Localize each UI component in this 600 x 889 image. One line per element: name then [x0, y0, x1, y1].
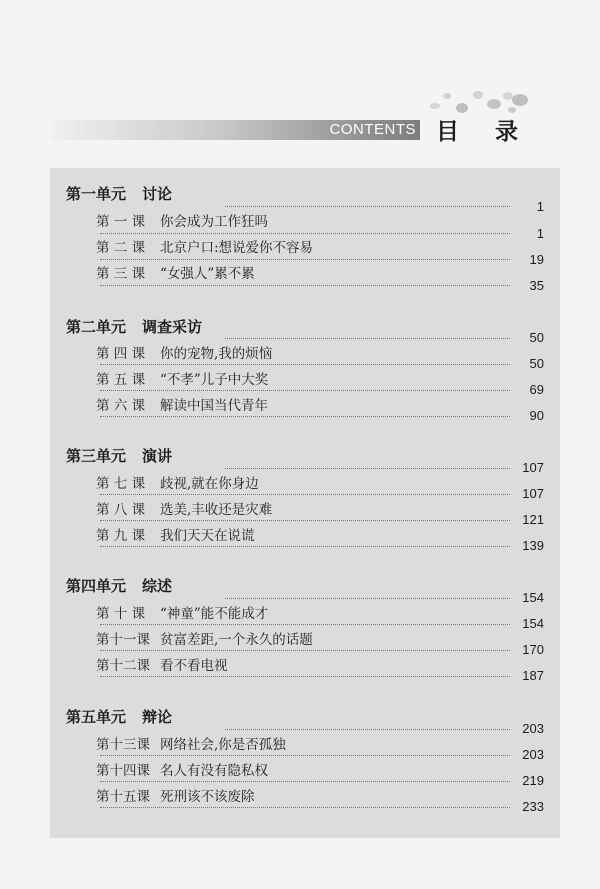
unit-heading: [66, 445, 172, 466]
unit-heading: [66, 316, 202, 337]
page-number: 35: [529, 278, 544, 293]
page-number: 107: [522, 460, 544, 475]
lesson-title: 你会成为工作狂吗: [160, 214, 268, 230]
lesson-label: 第 五 课: [96, 372, 146, 388]
leader-dots: [100, 494, 510, 495]
page-number: 139: [522, 538, 544, 553]
lesson-entry: [96, 472, 259, 492]
leader-dots: [100, 364, 510, 365]
leader-dots: [100, 781, 510, 782]
lesson-title: 贫富差距,一个永久的话题: [160, 632, 313, 648]
page-number: 219: [522, 773, 544, 788]
page-number: 1: [536, 199, 544, 214]
lesson-label: 第 三 课: [96, 266, 146, 282]
leader-dots: [100, 285, 510, 286]
lesson-title: 选美,丰收还是灾难: [160, 502, 273, 518]
leader-dots: [100, 546, 510, 547]
lesson-entry: [96, 236, 313, 256]
leader-dots: [100, 390, 510, 391]
lesson-label: 第十三课: [96, 737, 150, 753]
lesson-entry: [96, 394, 268, 414]
lesson-entry: [96, 342, 272, 362]
leader-dots: [100, 807, 510, 808]
leader-dots: [100, 676, 510, 677]
leader-dots: [225, 468, 510, 469]
lesson-title: 北京户口:想说爱你不容易: [160, 240, 314, 256]
lesson-label: 第十一课: [96, 632, 150, 648]
lesson-title: 歧视,就在你身边: [160, 476, 259, 492]
page-number: 233: [522, 799, 544, 814]
page-title: 目 录: [436, 119, 533, 145]
page-number: 154: [522, 590, 544, 605]
unit-heading: [66, 706, 172, 727]
leader-dots: [225, 598, 510, 599]
page-number: 1: [536, 226, 544, 241]
unit-label: 第二单元: [66, 318, 127, 336]
lesson-label: 第十四课: [96, 763, 150, 779]
lesson-label: 第 七 课: [96, 476, 146, 492]
page-number: 203: [522, 721, 544, 736]
leader-dots: [100, 624, 510, 625]
lesson-title: 看不看电视: [160, 658, 228, 674]
lesson-label: 第 一 课: [96, 214, 146, 230]
lesson-entry: [96, 210, 268, 230]
leader-dots: [100, 650, 510, 651]
unit-name: 调查采访: [142, 318, 203, 336]
contents-label: CONTENTS: [329, 121, 416, 138]
page-number: 187: [522, 668, 544, 683]
leader-dots: [225, 729, 510, 730]
page-number: 19: [529, 252, 544, 267]
lesson-label: 第 八 课: [96, 502, 146, 518]
leader-dots: [100, 259, 510, 260]
page-number: 203: [522, 747, 544, 762]
lesson-label: 第 九 课: [96, 528, 146, 544]
lesson-label: 第 二 课: [96, 240, 146, 256]
lesson-entry: [96, 368, 268, 388]
lesson-title: 网络社会,你是否孤独: [160, 737, 286, 753]
lesson-entry: [96, 498, 272, 518]
leader-dots: [100, 233, 510, 234]
lesson-title: 我们天天在说谎: [160, 528, 255, 544]
lesson-title: “不孝”儿子中大奖: [160, 372, 269, 388]
lesson-entry: [96, 628, 313, 648]
lesson-title: 死刑该不该废除: [160, 789, 255, 805]
page-number: 50: [529, 356, 544, 371]
unit-name: 综述: [142, 577, 173, 595]
page-number: 69: [529, 382, 544, 397]
unit-heading: [66, 183, 172, 204]
lesson-entry: [96, 654, 228, 674]
lesson-label: 第十五课: [96, 789, 150, 805]
lesson-label: 第 十 课: [96, 606, 146, 622]
page-number: 90: [529, 408, 544, 423]
contents-header-bar: [52, 120, 420, 140]
lesson-entry: [96, 785, 255, 805]
lesson-entry: [96, 262, 255, 282]
unit-name: 辩论: [142, 708, 173, 726]
unit-label: 第五单元: [66, 708, 127, 726]
leader-dots: [100, 520, 510, 521]
leader-dots: [100, 755, 510, 756]
lesson-label: 第十二课: [96, 658, 150, 674]
page-number: 50: [529, 330, 544, 345]
unit-name: 讨论: [142, 185, 173, 203]
leader-dots: [225, 206, 510, 207]
lesson-entry: [96, 733, 286, 753]
page-number: 154: [522, 616, 544, 631]
leader-dots: [225, 338, 510, 339]
page-number: 121: [522, 512, 544, 527]
unit-heading: [66, 575, 172, 596]
lesson-entry: [96, 759, 268, 779]
lesson-label: 第 四 课: [96, 346, 146, 362]
unit-label: 第一单元: [66, 185, 127, 203]
lesson-entry: [96, 602, 268, 622]
lesson-title: “神童”能不能成才: [160, 606, 269, 622]
lesson-label: 第 六 课: [96, 398, 146, 414]
page-number: 107: [522, 486, 544, 501]
lesson-title: 你的宠物,我的烦恼: [160, 346, 273, 362]
lesson-title: “女强人”累不累: [160, 266, 255, 282]
leader-dots: [100, 416, 510, 417]
page-number: 170: [522, 642, 544, 657]
lesson-entry: [96, 524, 255, 544]
unit-name: 演讲: [142, 447, 173, 465]
lesson-title: 解读中国当代青年: [160, 398, 268, 414]
unit-label: 第三单元: [66, 447, 127, 465]
lesson-title: 名人有没有隐私权: [160, 763, 268, 779]
unit-label: 第四单元: [66, 577, 127, 595]
